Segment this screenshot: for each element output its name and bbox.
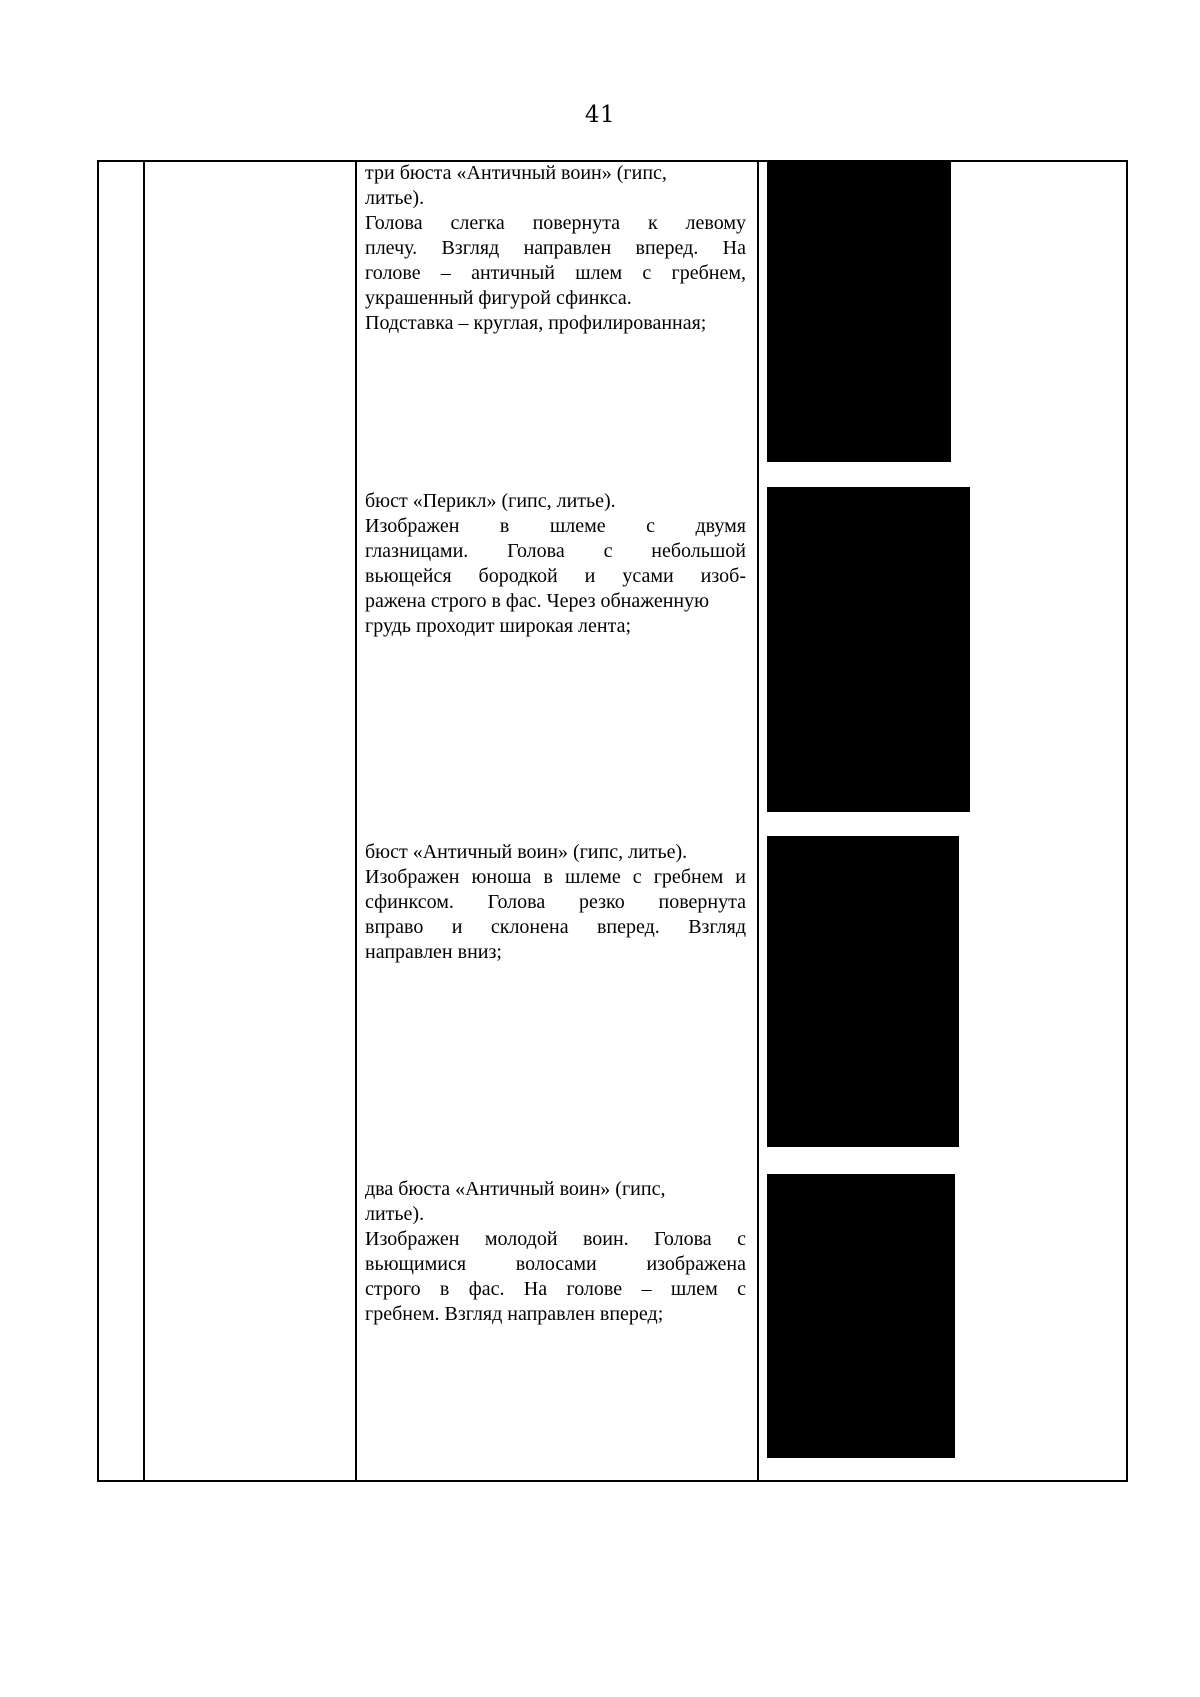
column-divider [143, 162, 145, 1480]
entry-line: украшенный фигурой сфинкса. [365, 287, 632, 309]
column-divider [355, 162, 357, 1480]
entry-line: плечу. Взгляд направлен вперед. На [365, 237, 746, 259]
entry-line: голове – античный шлем с гребнем, [365, 262, 746, 284]
redacted-photo [767, 161, 951, 462]
entry-line: бюст «Перикл» (гипс, литье). [365, 490, 616, 512]
entry-description [365, 489, 746, 639]
page-number: 41 [584, 102, 616, 128]
entry-line: направлен вниз; [365, 941, 502, 963]
entry-line: три бюста «Античный воин» (гипс, [365, 162, 667, 184]
entry-line: вправо и склонена вперед. Взгляд [365, 916, 746, 938]
entry-line: грудь проходит широкая лента; [365, 615, 632, 637]
column-divider [757, 162, 759, 1480]
entry-line: вьющейся бородкой и усами изоб- [365, 565, 746, 587]
redacted-photo [767, 1174, 955, 1458]
entry-line: литье). [365, 187, 425, 209]
entry-line: два бюста «Античный воин» (гипс, [365, 1178, 666, 1200]
entry-line: Изображен молодой воин. Голова с [365, 1228, 746, 1250]
entry-line: глазницами. Голова с небольшой [365, 540, 746, 562]
entry-line: гребнем. Взгляд направлен вперед; [365, 1303, 664, 1325]
redacted-photo [767, 836, 959, 1147]
entry-line: Изображен в шлеме с двумя [365, 515, 746, 537]
entry-description [365, 840, 746, 965]
entry-line: ражена строго в фас. Через обнаженную [365, 590, 710, 612]
entry-description [365, 1177, 746, 1327]
entry-line: Изображен юноша в шлеме с гребнем и [365, 866, 746, 888]
entry-line: литье). [365, 1203, 425, 1225]
redacted-photo [767, 487, 970, 812]
entry-line: вьющимися волосами изображена [365, 1253, 746, 1275]
entry-line: бюст «Античный воин» (гипс, литье). [365, 841, 688, 863]
entry-line: строго в фас. На голове – шлем с [365, 1278, 746, 1300]
entry-line: сфинксом. Голова резко повернута [365, 891, 746, 913]
entry-description [365, 161, 746, 336]
entry-line: Подставка – круглая, профилированная; [365, 312, 707, 334]
entry-line: Голова слегка повернута к левому [365, 212, 746, 234]
